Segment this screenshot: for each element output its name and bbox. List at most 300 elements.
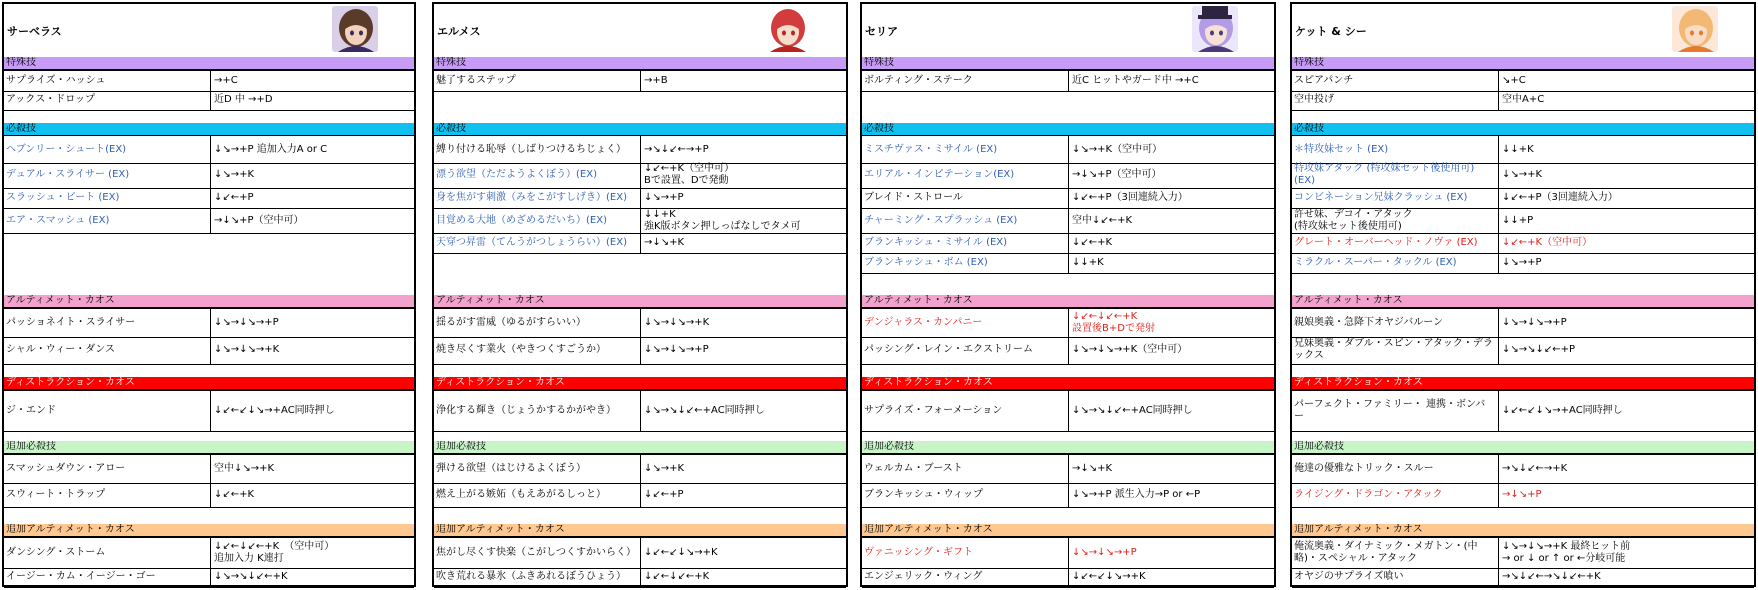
move-name: ライジング・ドラゴン・アタック [1294,488,1443,500]
move-row [434,135,846,164]
move-command: ↓↘→+P [644,192,684,203]
move-name: 焦がし尽くす快楽（こがしつくすかいらく） [436,547,636,558]
move-command: ↓↙←↓↙←+K 設置後B+Dで発射 [1072,311,1155,334]
move-command-cell [1498,567,1752,587]
section-header-special [4,57,414,70]
move-command: ↓↓+K [1502,143,1534,155]
move-name-cell [6,309,206,337]
section-label: アルティメット・カオス [6,295,115,306]
section-label: 追加アルティメット・カオス [6,524,135,535]
move-command-cell [210,482,412,507]
move-name: 漂う欲望（ただようよくぼう）(EX) [436,169,597,180]
move-command: ↓↙←+P（3回連続入力） [1502,192,1618,203]
move-name: 縛り付ける恥辱（しばりつけるちじょく） [436,143,626,155]
section-header-special [862,57,1274,70]
move-name: 身を焦がす刺激（みをこがすしげき）(EX) [436,192,627,203]
move-row [4,70,414,92]
move-name-cell [1294,253,1494,273]
move-row [434,537,846,569]
move-name: オヤジのサプライズ喰い [1294,571,1404,582]
move-name-cell [436,162,636,188]
move-name-cell [1294,90,1494,110]
move-command: ↓↙←↙↓↘→+AC同時押し [214,405,335,416]
move-command: ↓↓+K 強K版ボタン押しっぱなしでタメ可 [644,208,801,232]
section-header-extra-ultimate [4,524,414,537]
move-command: →↘↓↙←→+P [644,143,709,155]
section-header-ultimate [434,295,846,308]
move-command-cell [640,482,844,507]
move-name-cell [6,482,206,507]
move-row [862,482,1274,508]
move-command-cell [1498,233,1752,253]
move-command-cell [1498,482,1752,507]
section-header-destruction [862,377,1274,390]
move-command: →↓↘+K [1072,463,1113,474]
move-command-cell [210,391,412,431]
move-command: ↓↘→↓↘→+P [1502,317,1567,328]
section-label: 追加必殺技 [436,441,486,452]
move-name-cell [1294,538,1494,568]
move-name: イージー・カム・イージー・ゴー [6,571,156,582]
character-panel [432,2,848,587]
move-command-cell [1498,188,1752,208]
move-row [4,454,414,484]
hermes-portrait-icon [764,6,810,52]
move-command: ↓↘→↓↘→+K [644,317,710,328]
move-name-cell [6,71,206,91]
cerberus-portrait-icon [332,6,378,52]
move-row [1292,253,1754,274]
move-command: ↓↘→+K [1502,169,1543,180]
move-row [1292,162,1754,189]
move-name: 兄妹奥義・ダブル・スピン・アタック・デラックス [1294,338,1493,361]
move-name-cell [864,253,1064,273]
move-name-cell [864,455,1064,483]
move-row [434,233,846,254]
move-command-cell [1498,253,1752,273]
move-command: ↓↙←↓↙←+K （空中可） 追加入力 K連打 [214,541,335,564]
move-command: →↓↘+P（空中可） [1072,169,1162,180]
section-label: ディストラクション・カオス [1294,377,1423,388]
move-command: 空中↓↙←+K [1072,214,1133,226]
move-command: ↓↙←↓↙←+K [644,571,710,582]
section-label: 追加アルティメット・カオス [436,524,565,535]
move-name-cell [6,188,206,208]
move-row [862,208,1274,234]
move-row [434,390,846,432]
move-command-cell [210,71,412,91]
move-row [862,162,1274,189]
move-command-cell [1068,567,1272,587]
move-command: ↓↘→+K [644,463,685,474]
move-name: パッショネイト・スライサー [6,317,136,328]
section-header-extra-ultimate [862,524,1274,537]
move-command-cell [210,188,412,208]
move-row [4,567,414,588]
move-row [862,308,1274,338]
move-command-cell [210,208,412,233]
move-name: 燃え上がる嫉妬（もえあがるしっと） [436,488,606,500]
section-header-special [1292,57,1754,70]
move-name: スマッシュダウン・アロー [6,463,126,474]
move-command: ↓↙←+K [1072,237,1113,248]
move-name: ミラクル・スーパー・タックル (EX) [1294,257,1457,268]
move-name-cell [6,336,206,364]
move-command-cell [1068,208,1272,233]
move-command-cell [1068,162,1272,188]
move-name-cell [1294,208,1494,233]
move-name: 天穿つ昇雷（てんうがつしょうらい）(EX) [436,237,627,248]
section-label: 必殺技 [436,123,466,134]
section-header-extra [434,441,846,454]
move-name-cell [864,162,1064,188]
move-command: ↓↘→↓↘→+K（空中可） [1072,344,1188,355]
move-command: ↓↘→↓↘→+P [644,344,709,355]
move-name: 許せ妹、デコイ・アタック (特攻妹セット後使用可) [1294,208,1413,232]
section-header-extra [4,441,414,454]
move-command-cell [1068,136,1272,163]
move-name: 揺るがす雷威（ゆるがすらいい） [436,317,586,328]
section-label: ディストラクション・カオス [864,377,993,388]
move-command: ↓↙←↙↓↘→+AC同時押し [1502,405,1623,416]
move-name: 弾ける欲望（はじけるよくぼう） [436,463,586,474]
character-name: ケット & シー [1295,25,1367,38]
move-command-cell [640,188,844,208]
move-command-cell [1068,233,1272,253]
move-name-cell [436,136,636,163]
move-row [1292,90,1754,111]
move-row [862,454,1274,484]
move-name-cell [6,455,206,483]
section-label: 特殊技 [6,57,36,68]
character-header [862,4,1274,56]
move-row [862,253,1274,274]
move-name: ダンシング・ストーム [6,547,106,558]
section-header-extra-ultimate [434,524,846,537]
move-command: ↓↘→↓↘→+K [214,344,280,355]
move-name: 俺流奥義・ダイナミック・メガトン・(中略)・スペシャル・アタック [1294,541,1478,564]
move-name-cell [436,309,636,337]
move-row [434,454,846,484]
move-row [434,162,846,189]
section-header-extra [1292,441,1754,454]
move-command: 空中A+C [1502,94,1545,105]
move-command: ↓↓+K [1072,257,1104,268]
move-row [862,188,1274,209]
move-row [862,537,1274,569]
section-header-ultimate [862,295,1274,308]
move-command-cell [210,567,412,587]
move-name: 浄化する輝き（じょうかするかがやき） [436,405,616,416]
move-name: ヘブンリー・シュート(EX) [6,143,127,155]
move-row [1292,208,1754,234]
move-command: ↓↘→↘↓↙←+K [214,571,288,582]
move-command-cell [640,233,844,253]
move-name: ブランキッシュ・ウィップ [864,488,983,500]
move-name: グレート・オーバーヘッド・ノヴァ (EX) [1294,237,1478,248]
section-label: 必殺技 [6,123,36,134]
move-name-cell [1294,391,1494,431]
move-command: →↓↘+P [1502,488,1542,500]
character-panel [2,2,416,587]
character-panel [1290,2,1756,587]
move-name-cell [6,208,206,233]
section-label: 必殺技 [864,123,894,134]
move-name: 魅了するステップ [436,75,516,86]
move-name-cell [864,309,1064,337]
move-row [434,336,846,365]
move-row [434,208,846,234]
move-name: 特攻妹アタック (特攻妹セット後使用可) (EX) [1294,163,1475,186]
move-command-cell [1498,136,1752,163]
section-label: 特殊技 [864,57,894,68]
move-name: 焼き尽くす業火（やきつくすごうか） [436,344,606,355]
move-name-cell [436,455,636,483]
move-name-cell [436,482,636,507]
move-name: アックス・ドロップ [6,94,95,105]
move-command-cell [640,136,844,163]
move-command-cell [640,208,844,233]
move-row [4,90,414,111]
move-name: 吹き荒れる暴氷（ふきあれるぼうひょう） [436,571,626,582]
move-row [434,188,846,209]
section-label: 追加必殺技 [864,441,914,452]
move-row [4,390,414,432]
move-command: →+B [644,75,668,86]
move-name: ＊特攻妹セット (EX) [1294,143,1389,155]
move-name-cell [436,538,636,568]
move-command: ↓↘→↓↘→+P [214,317,279,328]
move-name-cell [864,482,1064,507]
section-label: 特殊技 [1294,57,1324,68]
move-name-cell [864,336,1064,364]
move-command-cell [210,162,412,188]
cait-sith-portrait-icon [1672,6,1718,52]
move-command-cell [1498,90,1752,110]
move-row [1292,537,1754,569]
move-name: スピアパンチ [1294,75,1354,86]
move-row [4,135,414,164]
move-command: ↓↘→↘↓↙←+AC同時押し [644,405,765,416]
move-name-cell [864,567,1064,587]
move-command-cell [640,538,844,568]
section-label: ディストラクション・カオス [6,377,135,388]
move-command: ↓↙←+P（3回連続入力） [1072,192,1188,203]
move-name: ウェルカム・ブースト [864,463,963,474]
move-command-cell [640,391,844,431]
move-row [1292,454,1754,484]
move-command-cell [210,336,412,364]
move-name-cell [864,136,1064,163]
move-name-cell [1294,482,1494,507]
move-command-cell [640,336,844,364]
move-name: パッシング・レイン・エクストリーム [864,344,1033,355]
character-panel [860,2,1276,587]
move-name: ジ・エンド [6,405,56,416]
section-label: 必殺技 [1294,123,1324,134]
move-name-cell [1294,233,1494,253]
move-command-cell [210,136,412,163]
move-row [4,208,414,234]
move-command-cell [1068,188,1272,208]
move-name-cell [1294,71,1494,91]
move-command-cell [1068,309,1272,337]
move-name: パーフェクト・ファミリー・ 連携・ボンバー [1294,399,1486,422]
character-name: サーベラス [7,25,62,38]
move-name-cell [864,208,1064,233]
move-row [434,482,846,508]
move-name: デュアル・スライサー (EX) [6,169,130,180]
move-row [1292,390,1754,432]
move-name-cell [864,71,1064,91]
move-name-cell [6,538,206,568]
move-row [434,70,846,92]
move-command-cell [1498,391,1752,431]
move-row [862,336,1274,365]
move-name: スウィート・トラップ [6,488,106,500]
move-command: ↓↙←+K（空中可） Bで設置、Dで発動 [644,163,735,186]
section-label: 追加必殺技 [6,441,56,452]
move-command-cell [1068,336,1272,364]
move-name: ボルティング・ステーク [864,75,973,86]
section-header-destruction [4,377,414,390]
move-command: ↓↙←+P [644,488,684,500]
move-row [1292,482,1754,508]
move-command-cell [1498,538,1752,568]
move-row [1292,336,1754,365]
move-name-cell [6,391,206,431]
move-command: ↓↘→+P [1502,257,1542,268]
move-command-cell [1068,253,1272,273]
move-command: ↓↘→↓↘→+K 最終ヒット前 → or ↓ or ↑ or ←分岐可能 [1502,541,1631,564]
move-name: エンジェリック・ウィング [864,571,983,582]
section-label: アルティメット・カオス [1294,295,1403,306]
move-row [1292,233,1754,254]
move-command: →↘↓↙←→↘↓↙←+K [1502,571,1601,582]
move-command: ↓↘→↓↘→+P [1072,547,1137,558]
move-name-cell [6,567,206,587]
section-label: ディストラクション・カオス [436,377,565,388]
move-row [862,233,1274,254]
section-label: 特殊技 [436,57,466,68]
move-name-cell [1294,162,1494,188]
move-command-cell [210,309,412,337]
move-name-cell [1294,136,1494,163]
move-command-cell [1498,309,1752,337]
move-name: デンジャラス・カンパニー [864,317,983,328]
move-name: 目覚める大地（めざめるだいち）(EX) [436,214,607,226]
move-command-cell [1068,71,1272,91]
move-name: 俺達の優雅なトリック・スルー [1294,463,1434,474]
move-row [4,162,414,189]
section-header-destruction [1292,377,1754,390]
move-row [434,567,846,588]
move-name-cell [864,538,1064,568]
move-name-cell [436,233,636,253]
move-name: エリアル・インピテーション(EX) [864,169,1015,180]
move-command-cell [210,90,412,110]
move-command-cell [1498,162,1752,188]
move-name-cell [436,208,636,233]
move-command: 近C ヒットやガード中 →+C [1072,75,1199,86]
move-name-cell [864,391,1064,431]
move-name: エア・スマッシュ (EX) [6,214,110,226]
move-command: ↓↘→+P 追加入力A or C [214,143,328,155]
move-command-cell [640,162,844,188]
move-row [862,70,1274,92]
move-row [4,336,414,365]
move-command: →↓↘+K [644,237,685,248]
move-name: ヴァニッシング・ギフト [864,547,974,558]
section-label: 追加アルティメット・カオス [864,524,993,535]
move-command-cell [1068,482,1272,507]
character-name: エルメス [437,25,481,38]
move-name-cell [864,233,1064,253]
move-name-cell [436,336,636,364]
move-name: サプライズ・ハッシュ [6,75,106,86]
celia-portrait-icon [1192,6,1238,52]
move-command: ↓↙←+K [214,488,255,500]
move-name-cell [436,567,636,587]
move-row [434,308,846,338]
move-name-cell [436,188,636,208]
move-name-cell [6,90,206,110]
move-command: →+C [214,75,238,86]
move-row [1292,308,1754,338]
move-command-cell [210,455,412,483]
move-command-cell [640,567,844,587]
move-command: ↘+C [1502,75,1526,86]
move-name: スラッシュ・ビート (EX) [6,192,120,203]
move-name: ブレイド・ストロール [864,192,963,203]
move-command: →↓↘+P（空中可） [214,214,304,226]
move-row [1292,567,1754,588]
move-name-cell [1294,455,1494,483]
move-row [1292,70,1754,92]
section-header-extra [862,441,1274,454]
move-command: →↘↓↙←→+K [1502,463,1568,474]
move-row [4,188,414,209]
move-command: ↓↙←+K（空中可） [1502,237,1593,248]
move-row [1292,188,1754,209]
section-label: 追加アルティメット・カオス [1294,524,1423,535]
move-command-cell [1498,336,1752,364]
move-row [4,308,414,338]
section-header-ultimate [4,295,414,308]
move-command: 近D 中 →+D [214,94,273,105]
character-header [4,4,414,56]
character-header [1292,4,1754,56]
move-name-cell [1294,567,1494,587]
move-name: ミスチヴァス・ミサイル (EX) [864,143,998,155]
section-label: アルティメット・カオス [864,295,973,306]
move-name-cell [1294,336,1494,364]
move-row [4,482,414,508]
move-command: ↓↙←↙↓↘→+K [644,547,718,558]
move-name: ブランキッシュ・ボム (EX) [864,257,988,268]
move-name-cell [1294,309,1494,337]
move-row [862,567,1274,588]
move-name-cell [6,136,206,163]
move-command-cell [1498,71,1752,91]
section-header-ultimate [1292,295,1754,308]
move-name: 親娘奥義・急降下オヤジバルーン [1294,317,1443,328]
section-header-special [434,57,846,70]
move-row [862,135,1274,164]
move-command-cell [1498,455,1752,483]
move-command-cell [1068,391,1272,431]
section-label: 追加必殺技 [1294,441,1344,452]
